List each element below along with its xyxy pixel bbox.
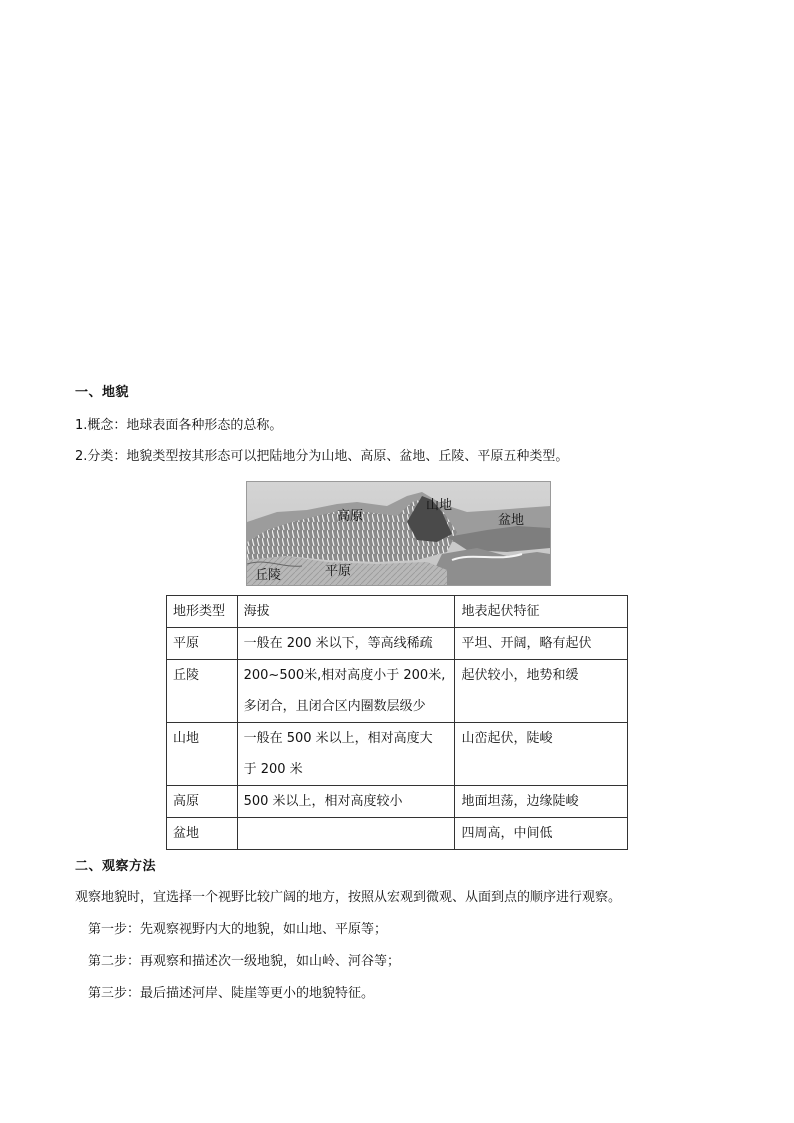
cell-type: 高原 (167, 786, 238, 818)
cell-type: 丘陵 (167, 660, 238, 723)
landform-illustration (246, 481, 551, 586)
concept-text: 1.概念：地球表面各种形态的总称。 (75, 418, 283, 433)
cell-altitude-line: 于 200 米 (243, 762, 303, 777)
step-two: 第二步：再观察和描述次一级地貌，如山岭、河谷等； (88, 954, 401, 969)
cell-altitude (237, 660, 455, 723)
cell-feature: 地面坦荡，边缘陡峻 (455, 786, 628, 818)
cell-altitude (237, 818, 455, 850)
header-type: 地形类型 (167, 596, 238, 628)
step-three: 第三步：最后描述河岸、陡崖等更小的地貌特征。 (88, 986, 375, 1001)
cell-altitude-line: 一般在 200 米以下，等高线稀疏 (243, 636, 433, 651)
cell-altitude-line: 500 米以上，相对高度较小 (243, 794, 403, 809)
table-row (167, 786, 628, 818)
landform-table (166, 595, 628, 850)
table-header-row (167, 596, 628, 628)
step-one: 第一步：先观察视野内大的地貌，如山地、平原等； (88, 922, 388, 937)
cell-type: 盆地 (167, 818, 238, 850)
observation-intro: 观察地貌时，宜选择一个视野比较广阔的地方，按照从宏观到微观、从面到点的顺序进行观察。 (75, 890, 622, 905)
cell-feature: 四周高，中间低 (455, 818, 628, 850)
cell-altitude-line (244, 818, 449, 849)
cell-altitude-line: 多闭合，且闭合区内圈数层级少 (243, 699, 426, 714)
section-heading-landforms: 一、地貌 (75, 385, 130, 400)
label-mountain: 山地 (426, 498, 453, 513)
cell-type: 平原 (167, 628, 238, 660)
cell-altitude-line: 200~500米,相对高度小于 200米, (243, 668, 446, 683)
cell-altitude (237, 723, 455, 786)
label-hill: 丘陵 (255, 568, 282, 583)
header-altitude: 海拔 (237, 596, 455, 628)
classification-text: 2.分类：地貌类型按其形态可以把陆地分为山地、高原、盆地、丘陵、平原五种类型。 (75, 449, 569, 464)
cell-feature: 平坦、开阔，略有起伏 (455, 628, 628, 660)
cell-altitude-line: 一般在 500 米以上，相对高度大 (243, 731, 433, 746)
label-plain: 平原 (325, 564, 352, 579)
header-feature: 地表起伏特征 (455, 596, 628, 628)
cell-altitude (237, 628, 455, 660)
label-basin: 盆地 (498, 513, 525, 528)
table-row (167, 628, 628, 660)
table-row (167, 723, 628, 786)
cell-type: 山地 (167, 723, 238, 786)
landform-sketch (247, 482, 550, 585)
table-row (167, 818, 628, 850)
section-heading-observation: 二、观察方法 (75, 859, 157, 874)
cell-altitude (237, 786, 455, 818)
label-plateau: 高原 (337, 509, 364, 524)
cell-feature: 山峦起伏，陡峻 (455, 723, 628, 786)
cell-feature: 起伏较小，地势和缓 (455, 660, 628, 723)
table-row (167, 660, 628, 723)
